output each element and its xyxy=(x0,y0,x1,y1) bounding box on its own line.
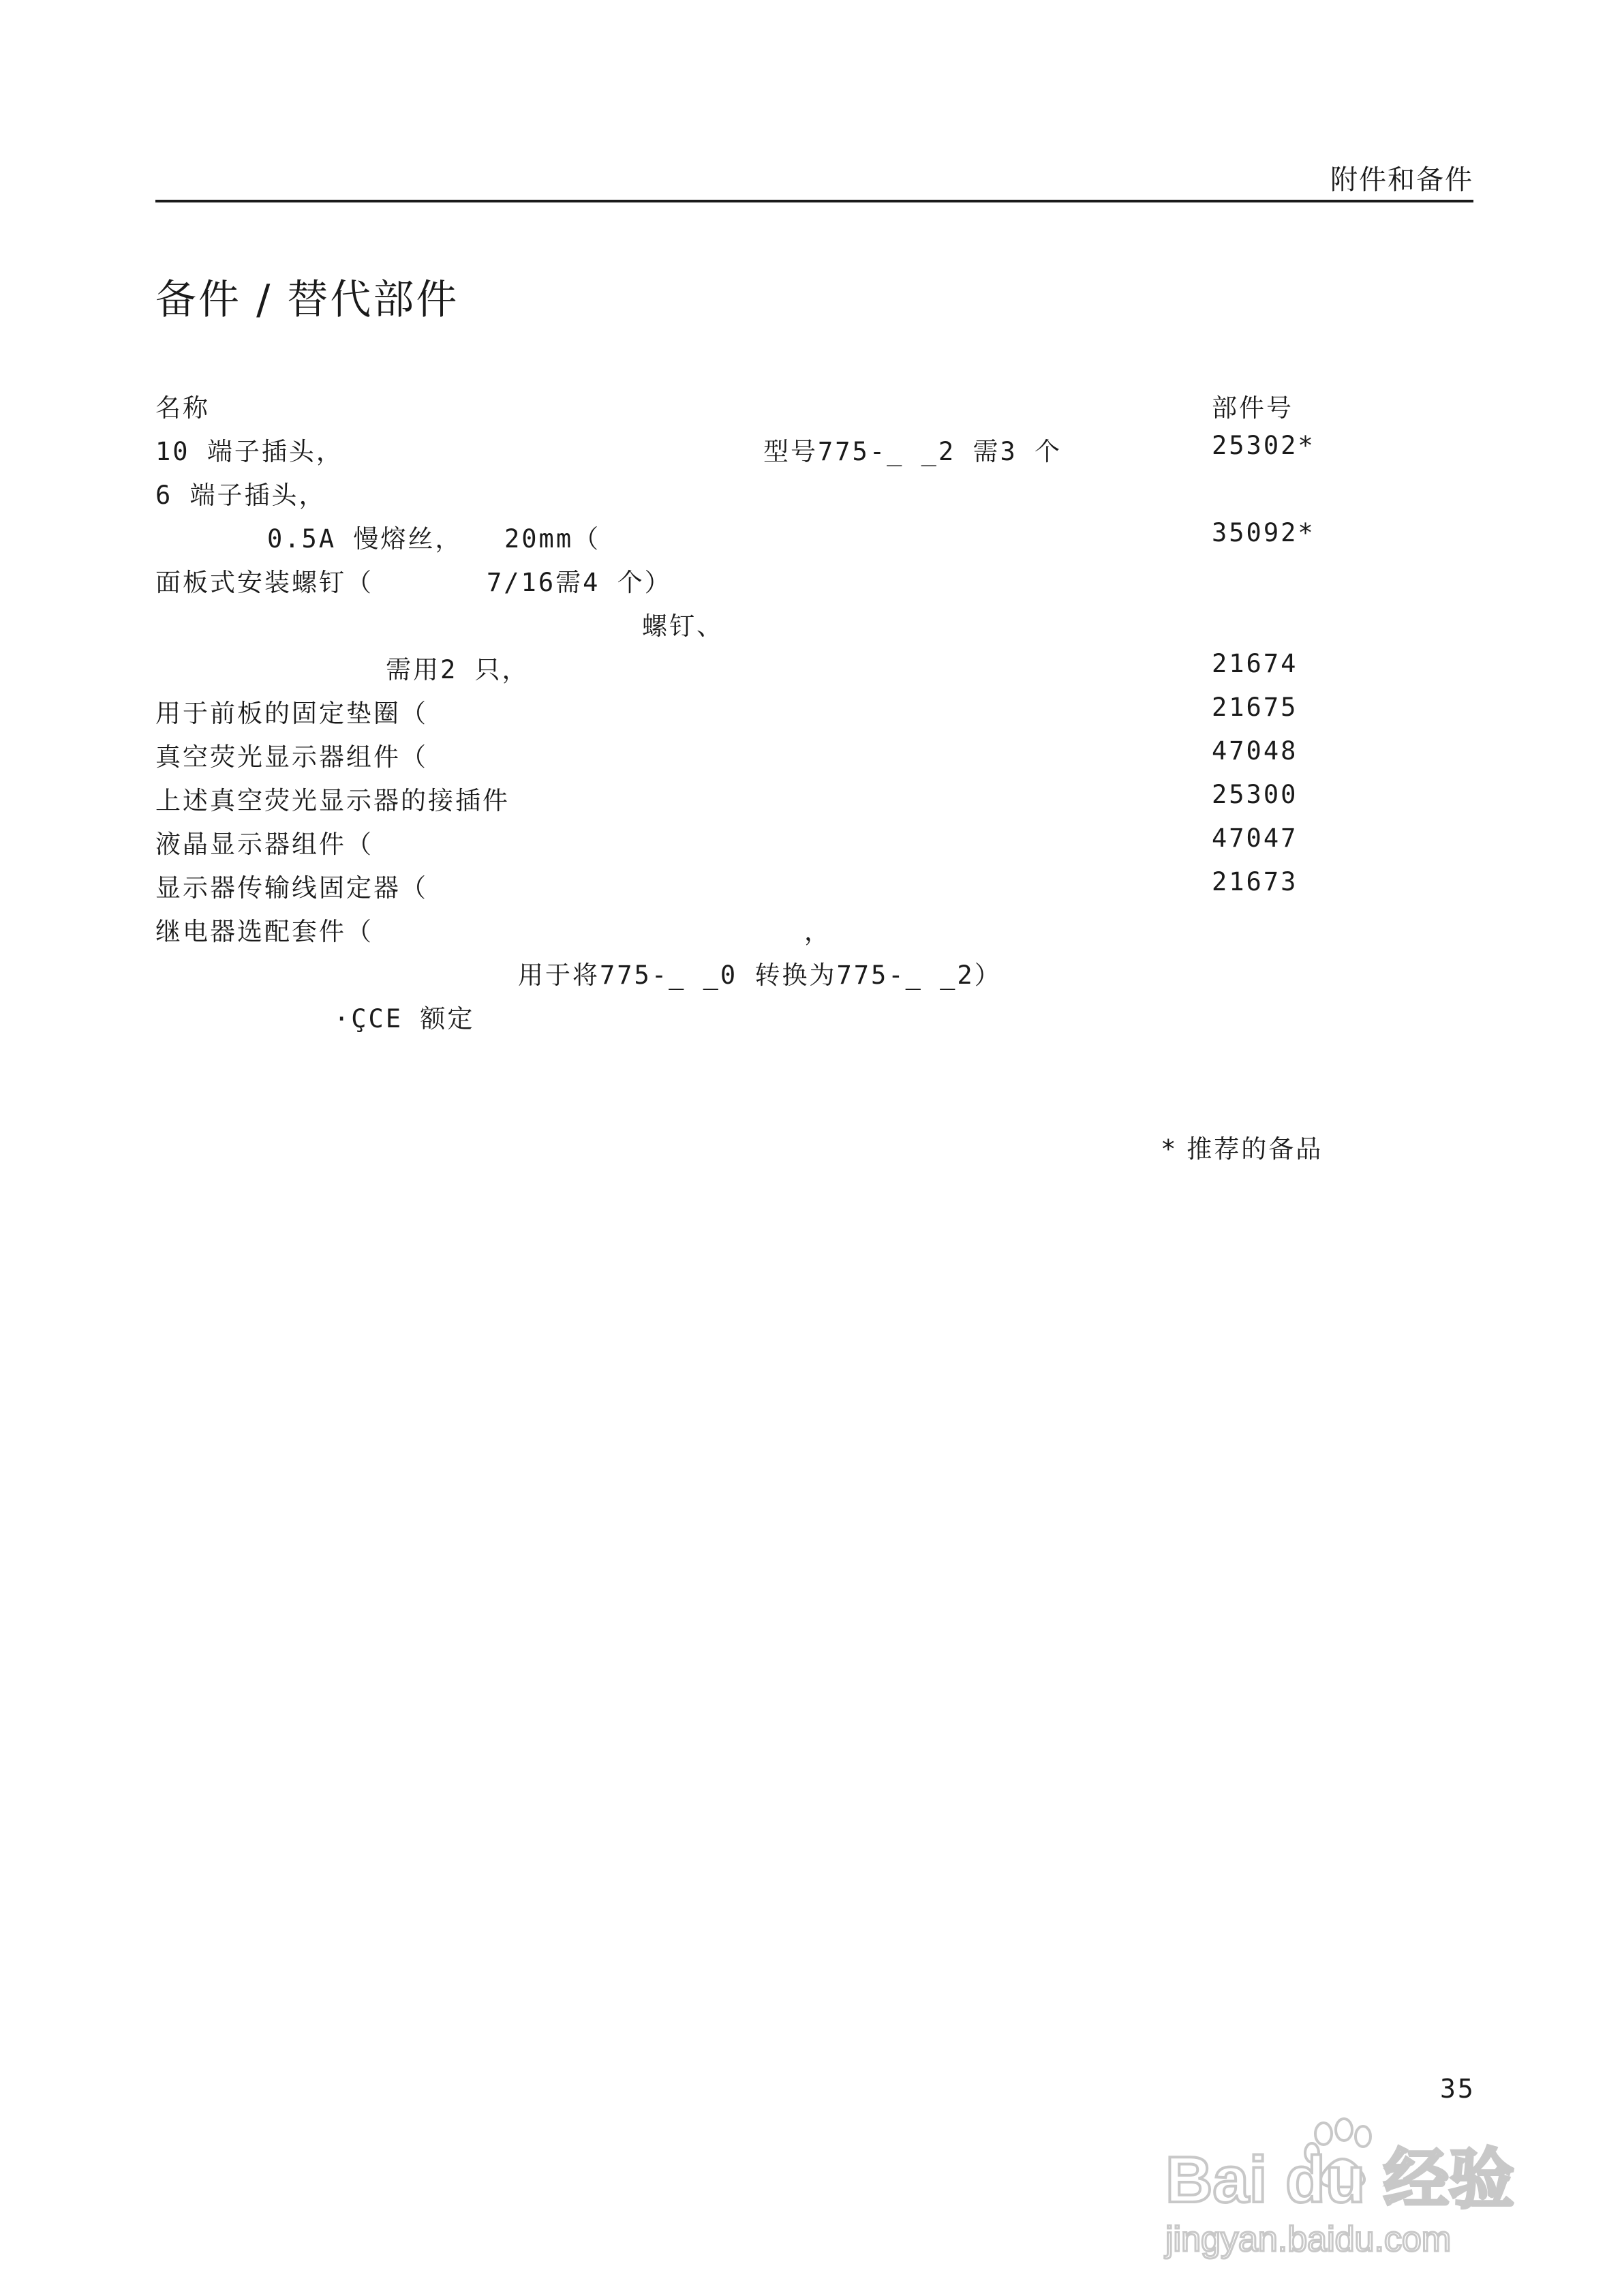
row-part-number: 21673 xyxy=(1212,867,1298,896)
row-part-number: 25302* xyxy=(1212,431,1315,460)
row-detail: ， xyxy=(804,917,831,946)
header-rule xyxy=(155,200,1473,202)
footnote: * 推荐的备品 xyxy=(1162,1134,1323,1164)
row-detail: 型号775-_ _2 需3 个 xyxy=(763,437,1062,466)
page-number: 35 xyxy=(1440,2074,1475,2104)
row-name: 10 端子插头， xyxy=(155,437,343,466)
row-detail: 7/16需4 个） xyxy=(487,568,672,597)
section-header: 附件和备件 xyxy=(1330,164,1473,196)
row-part-number: 47048 xyxy=(1212,736,1298,766)
table-row xyxy=(0,994,1622,1038)
row-name: ·ÇCE 额定 xyxy=(334,1004,475,1033)
table-row xyxy=(0,558,1622,601)
row-name: 需用2 只， xyxy=(386,655,530,684)
table-row xyxy=(0,776,1622,819)
row-part-number: 25300 xyxy=(1212,780,1298,809)
baidu-jingyan-watermark xyxy=(1159,2106,1540,2263)
table-row xyxy=(0,601,1622,645)
column-header-name: 名称 xyxy=(155,393,210,423)
row-detail: 20mm（ xyxy=(504,524,601,554)
row-part-number: 21675 xyxy=(1212,693,1298,722)
row-name: 液晶显示器组件（ xyxy=(155,830,373,859)
row-name: 用于将775-_ _0 转换为775-_ _2） xyxy=(518,961,1002,990)
watermark-brand: Bai du 经验 xyxy=(1165,2143,1515,2216)
row-part-number: 21674 xyxy=(1212,649,1298,678)
row-name: 上述真空荧光显示器的接插件 xyxy=(155,786,510,815)
row-name: 0.5A 慢熔丝， xyxy=(267,524,463,554)
watermark-url: jingyan.baidu.com xyxy=(1165,2220,1452,2259)
table-row xyxy=(0,470,1622,514)
row-name: 真空荧光显示器组件（ xyxy=(155,742,428,772)
table-row xyxy=(0,514,1622,558)
table-row xyxy=(0,907,1622,950)
row-name: 用于前板的固定垫圈（ xyxy=(155,699,428,728)
row-name: 面板式安装螺钉（ xyxy=(155,568,373,597)
row-name: 继电器选配套件（ xyxy=(155,917,373,946)
table-row xyxy=(0,645,1622,689)
table-row xyxy=(0,427,1622,470)
row-name: 显示器传输线固定器（ xyxy=(155,873,428,903)
column-header-part: 部件号 xyxy=(1212,393,1294,423)
row-part-number: 47047 xyxy=(1212,824,1298,853)
table-row xyxy=(0,689,1622,732)
table-row xyxy=(0,819,1622,863)
table-row xyxy=(0,950,1622,994)
row-part-number: 35092* xyxy=(1212,518,1315,547)
row-name: 6 端子插头， xyxy=(155,481,326,510)
table-row xyxy=(0,732,1622,776)
page-title: 备件 / 替代部件 xyxy=(155,276,459,324)
table-row xyxy=(0,863,1622,907)
table-header xyxy=(0,383,1622,427)
row-name: 螺钉、 xyxy=(642,611,724,641)
